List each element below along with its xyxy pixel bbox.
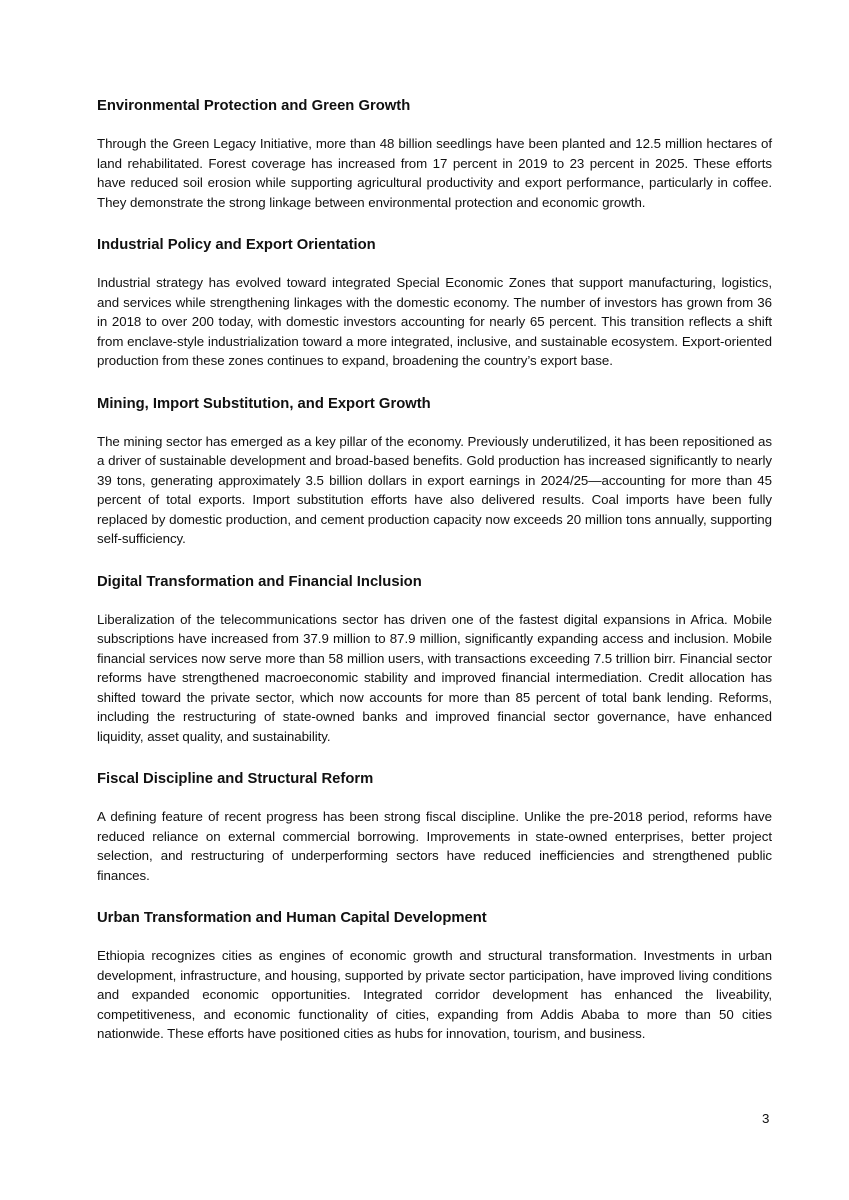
section-paragraph: The mining sector has emerged as a key pillar of the economy. Previously underutilized, it has been repositioned as a driver of sustainable development and broad-based benefits. Gold production has increased significantly to nearly 39 tons, generating approximately 3.5 billion dollars in export earnings in 2024/25—accounting for more than 45 percent of total exports. Import substitution efforts have also delivered results. Coal imports have been fully replaced by domestic production, and cement production capacity now exceeds 20 million tons annually, supporting self-sufficiency. bbox=[97, 433, 772, 546]
section-fiscal-discipline bbox=[97, 769, 772, 885]
section-heading: Environmental Protection and Green Growth bbox=[97, 98, 411, 114]
section-paragraph: Industrial strategy has evolved toward integrated Special Economic Zones that support manufacturing, logistics, and services while strengthening linkages with the domestic economy. The number of investors has grown from 36 in 2018 to over 200 today, with domestic investors accounting for nearly 65 percent. This transition reflects a shift from enclave-style industrialization toward a more integrated, inclusive, and sustainable ecosystem. Export-oriented production from these zones continues to expand, broadening the country’s export base. bbox=[97, 275, 772, 368]
section-heading: Industrial Policy and Export Orientation bbox=[97, 237, 376, 253]
section-paragraph: Liberalization of the telecommunications sector has driven one of the fastest digital expansions in Africa. Mobile subscriptions have increased from 37.9 million to 87.9 million, significantly expanding access and inclusion. Mobile financial services now serve more than 58 million users, with transactions exceeding 7.5 trillion birr. Financial sector reforms have strengthened macroeconomic stability and improved financial intermediation. Credit allocation has shifted toward the private sector, which now accounts for more than 85 percent of total bank lending. Reforms, including the restructuring of state-owned banks and improved financial sector governance, have enhanced liquidity, asset quality, and sustainability. bbox=[97, 611, 772, 744]
section-heading: Digital Transformation and Financial Inclusion bbox=[97, 573, 422, 590]
section-urban-transformation bbox=[97, 908, 772, 1044]
section-digital-transformation bbox=[97, 572, 772, 747]
section-paragraph: Through the Green Legacy Initiative, more than 48 billion seedlings have been planted and 12.5 million hectares of land rehabilitated. Forest coverage has increased from 17 percent in 2019 to 23 percent in 2025. These efforts have reduced soil erosion while supporting agricultural productivity and export performance, particularly in coffee. They demonstrate the strong linkage between environmental protection and economic growth. bbox=[97, 136, 772, 210]
section-heading: Mining, Import Substitution, and Export Growth bbox=[97, 395, 431, 412]
section-mining bbox=[97, 394, 772, 549]
section-paragraph: A defining feature of recent progress has been strong fiscal discipline. Unlike the pre-2018 period, reforms have reduced reliance on external commercial borrowing. Improvements in state-owned enterprises, better project selection, and restructuring of underperforming sectors have reduced inefficiencies and strengthened public finances. bbox=[97, 809, 772, 883]
document-page bbox=[97, 96, 772, 1067]
section-paragraph: Ethiopia recognizes cities as engines of economic growth and structural transformation. Investments in urban development, infrastructure, and housing, supported by private sector participation, have improved living conditions and expanded economic opportunities. Integrated corridor development has enhanced the liveability, competitiveness, and economic functionality of cities, expanding from Addis Ababa to more than 50 cities nationwide. These efforts have positioned cities as hubs for innovation, tourism, and business. bbox=[97, 948, 772, 1041]
section-heading: Urban Transformation and Human Capital Development bbox=[97, 910, 487, 926]
section-heading: Fiscal Discipline and Structural Reform bbox=[97, 771, 374, 787]
section-industrial-policy bbox=[97, 235, 772, 371]
section-environmental-protection bbox=[97, 96, 772, 212]
page-number: 3 bbox=[762, 1111, 770, 1126]
